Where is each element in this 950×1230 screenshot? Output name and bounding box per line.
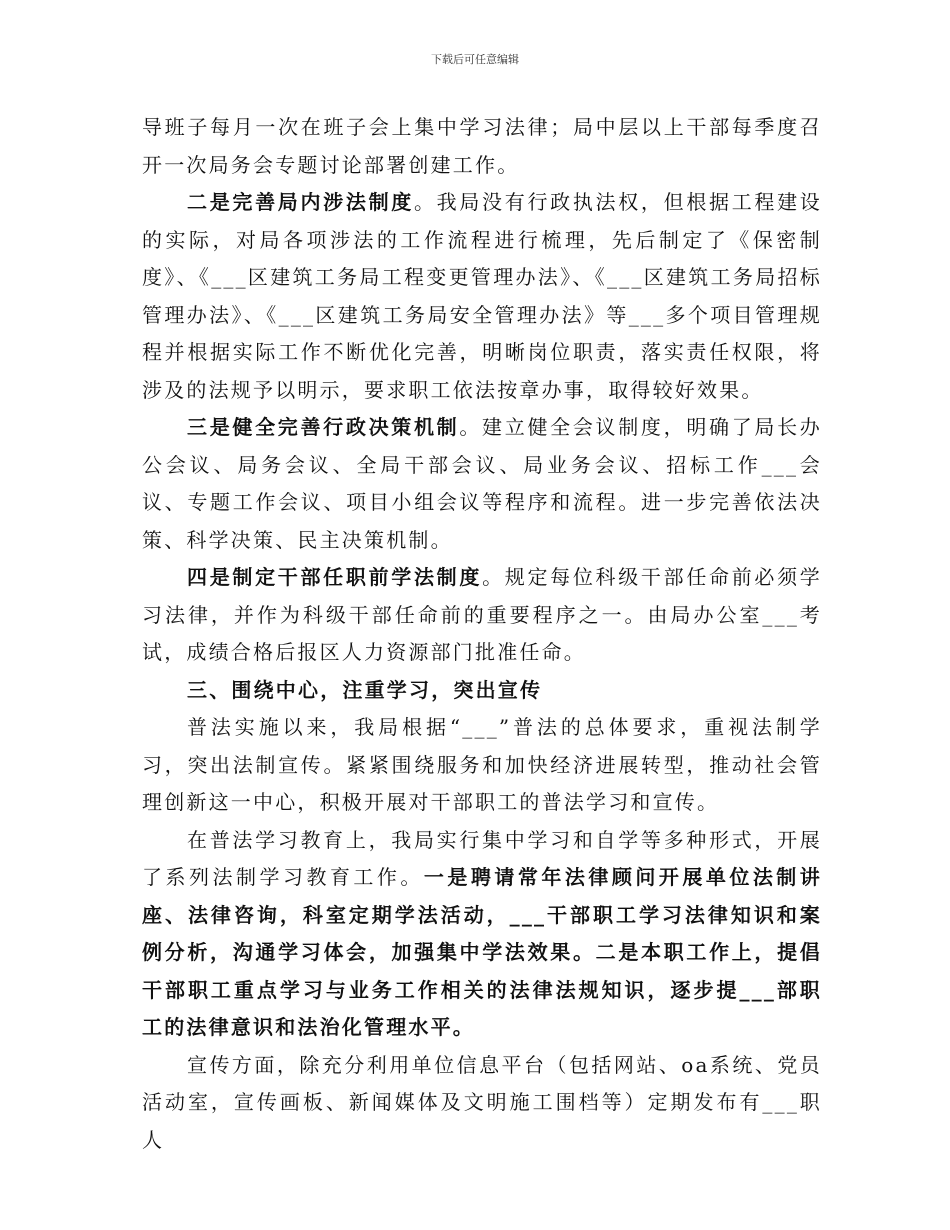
paragraph-publicity-intro xyxy=(142,709,822,822)
paragraph-legal-system xyxy=(142,184,822,409)
document-body xyxy=(142,109,822,1159)
paragraph-text: 普法实施以来，我局根据“___”普法的总体要求，重视法制学习，突出法制宣传。紧紧围绕服务和加快经济进展转型，推动社会管理创新这一中心，积极开展对干部职工的普法学习和宣传。 xyxy=(142,715,822,814)
paragraph-text: 在普法学习教育上，我局实行集中学习和自学等多种形式，开展了系列法制学习教育工作。 xyxy=(142,827,822,889)
paragraph-text: 导班子每月一次在班子会上集中学习法律；局中层以上干部每季度召开一次局务会专题讨论部署创建工作。 xyxy=(142,115,822,177)
section-heading-text: 三、围绕中心，注重学习，突出宣传 xyxy=(187,677,543,702)
paragraph-heading: 三是健全完善行政决策机制 xyxy=(187,415,460,439)
paragraph-emphasis: 一是聘请常年法律顾问开展单位法制讲座、法律咨询，科室定期学法活动，___干部职工学习法律知识和案例分析，沟通学习体会，加强集中学法效果。二是本职工作上，提倡干部职工重点学习与业务工作相关的法律法规知识，逐步提___部职工的法律意识和法治化管理水平。 xyxy=(142,865,823,1039)
paragraph-education xyxy=(142,822,822,1047)
section-heading xyxy=(142,672,822,710)
paragraph-cadre-study xyxy=(142,559,822,672)
page-header: 下载后可任意编辑 xyxy=(431,53,519,66)
paragraph-heading: 二是完善局内涉法制度 xyxy=(187,190,414,214)
paragraph-publicity xyxy=(142,1047,822,1160)
paragraph-text: 。我局没有行政执法权，但根据工程建设的实际，对局各项涉法的工作流程进行梳理，先后制定了《保密制度》、《___区建筑工务局工程变更管理办法》、《___区建筑工务局招标管理办法》、《___区建筑工务局安全管理办法》等___多个项目管理规程并根据实际工作不断优化完善，明晰岗位职责，落实责任权限，将涉及的法规予以明示，要求职工依法按章办事，取得较好效果。 xyxy=(142,190,822,402)
paragraph-text: 宣传方面，除充分利用单位信息平台（包括网站、oa系统、党员活动室，宣传画板、新闻媒体及文明施工围档等）定期发布有___职人 xyxy=(142,1052,822,1152)
paragraph-text: 。建立健全会议制度，明确了局长办公会议、局务会议、全局干部会议、局业务会议、招标工作___会议、专题工作会议、项目小组会议等程序和流程。进一步完善依法决策、科学决策、民主决策机制。 xyxy=(142,415,822,552)
paragraph-leadership-study xyxy=(142,109,822,184)
paragraph-decision-mechanism xyxy=(142,409,822,559)
paragraph-text: 。规定每位科级干部任命前必须学习法律，并作为科级干部任命前的重要程序之一。由局办公室___考试，成绩合格后报区人力资源部门批准任命。 xyxy=(142,565,823,664)
paragraph-heading: 四是制定干部任职前学法制度 xyxy=(187,565,483,589)
